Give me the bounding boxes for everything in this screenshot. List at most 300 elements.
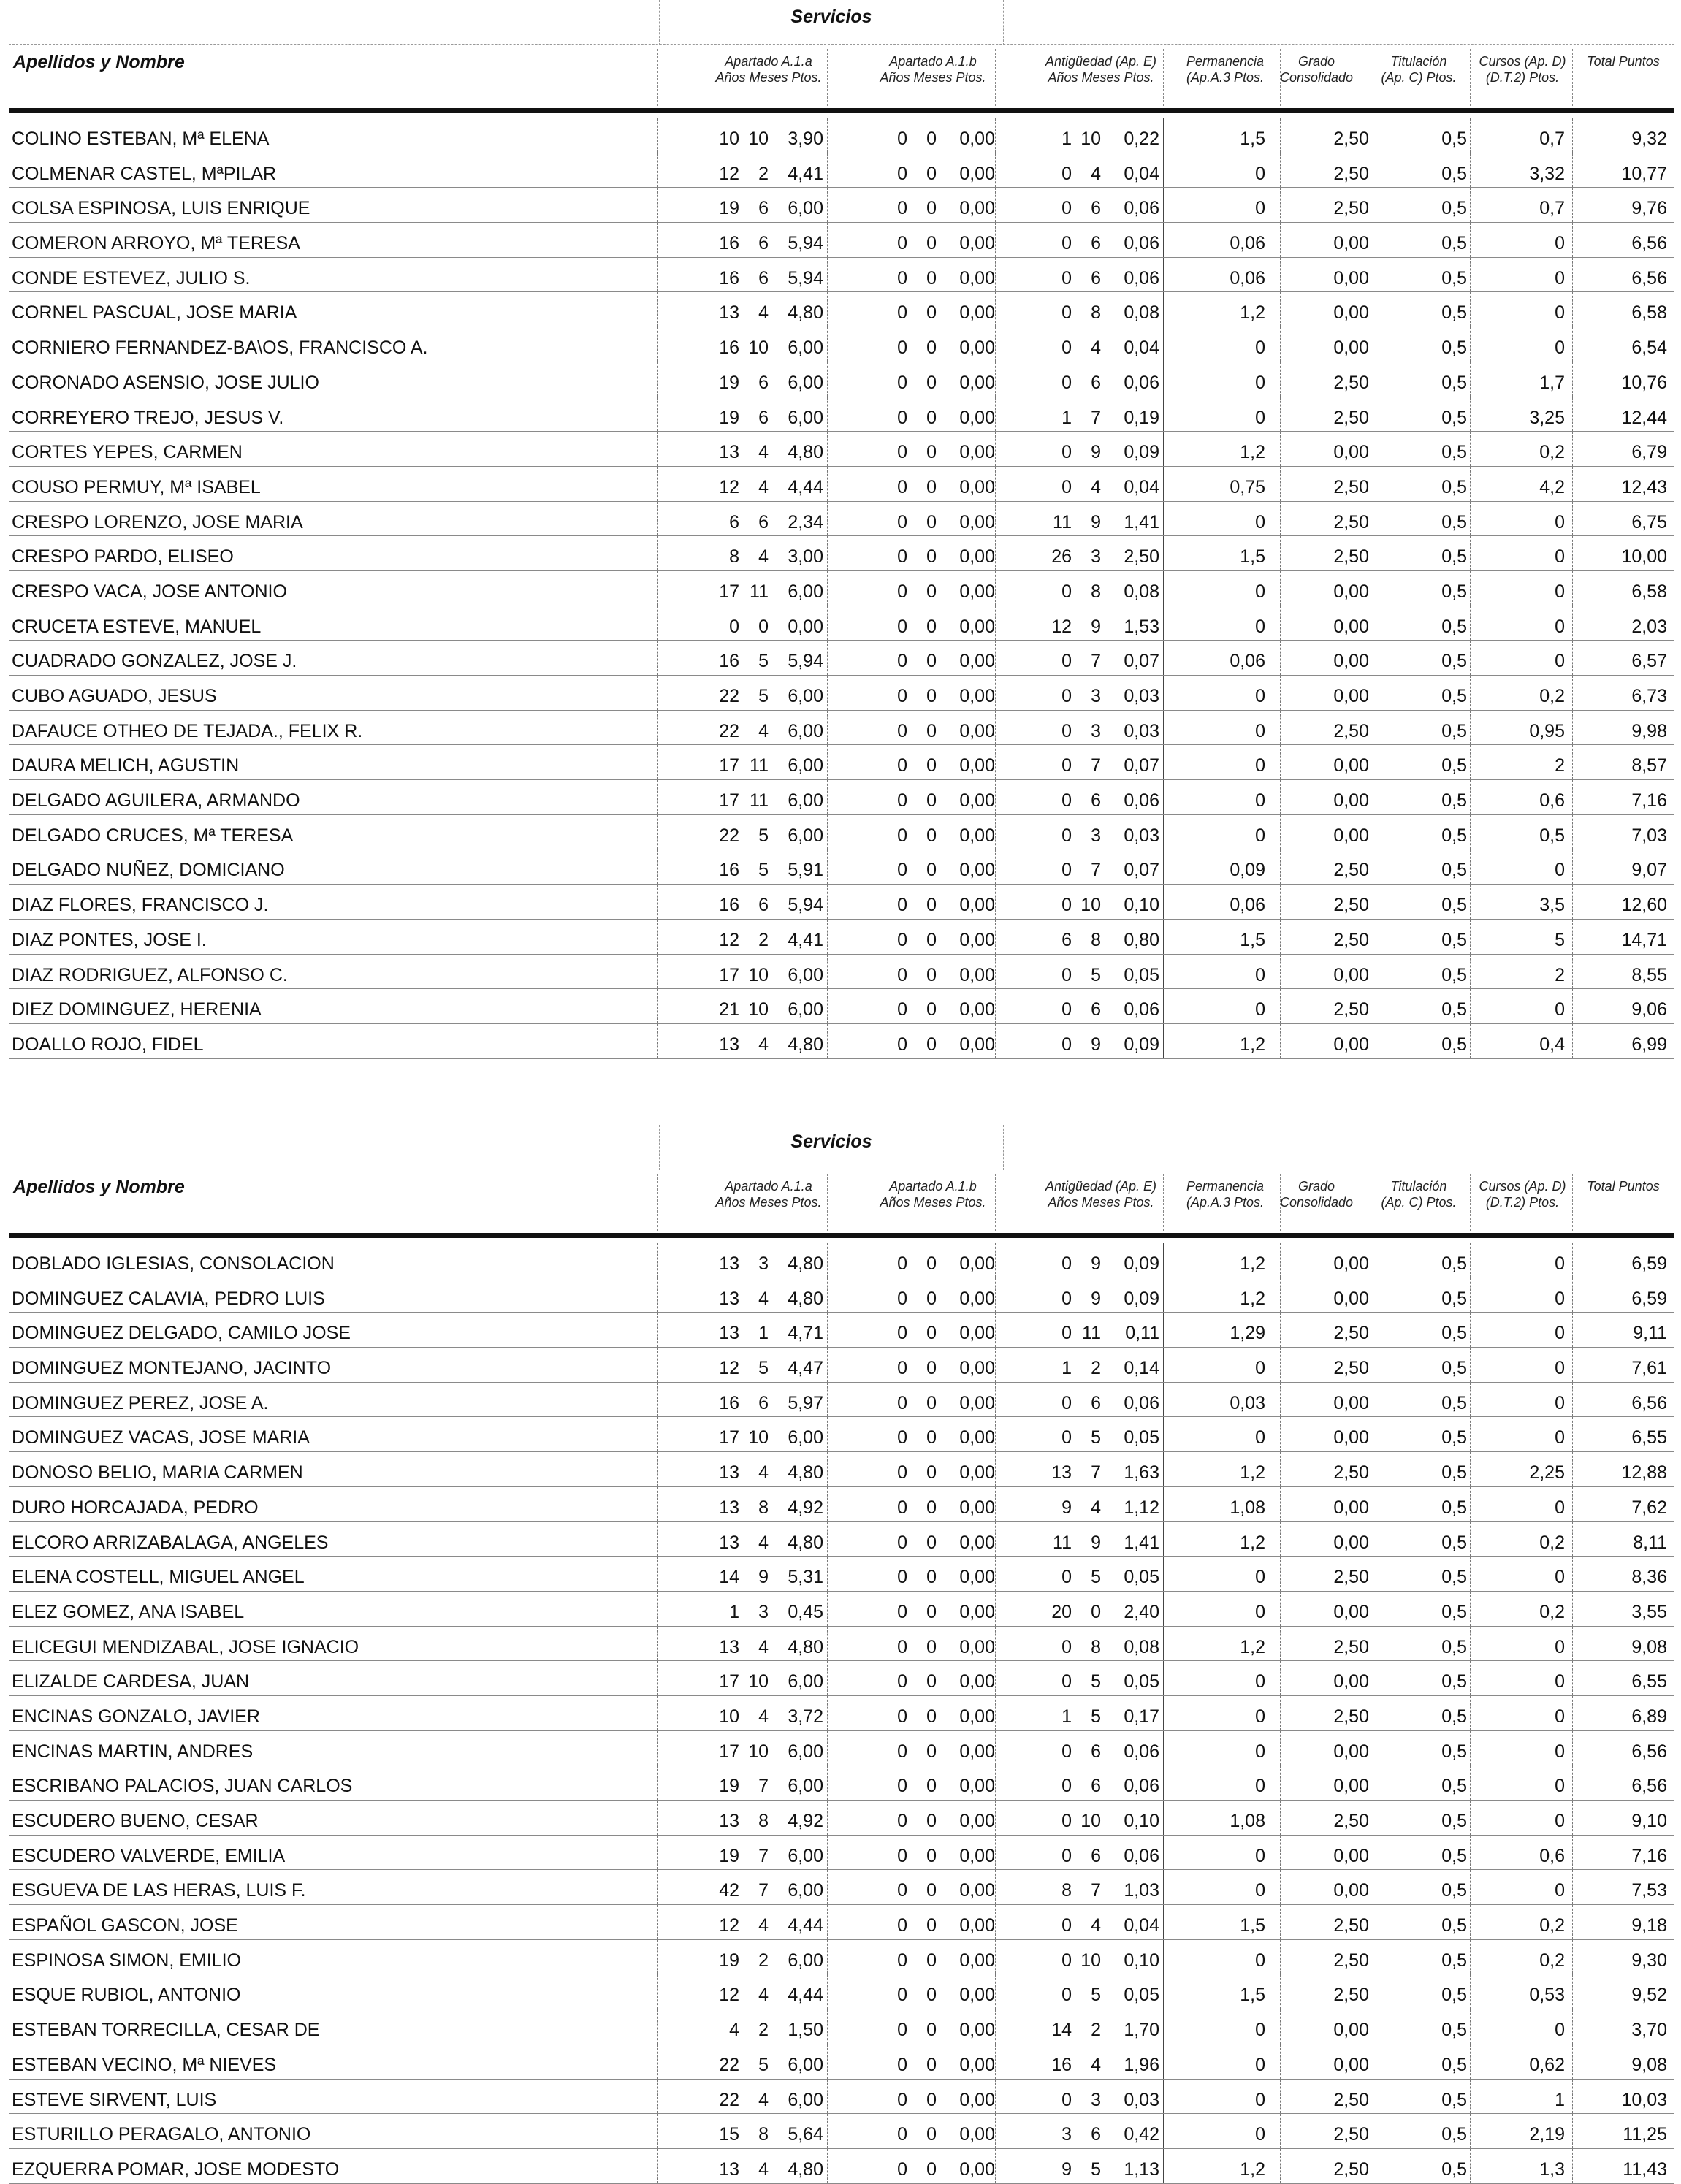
column-separator bbox=[827, 676, 828, 710]
column-separator bbox=[1470, 1024, 1471, 1058]
name-column-header: Apellidos y Nombre bbox=[13, 52, 185, 72]
cell-total: 7,16 bbox=[1631, 1845, 1667, 1866]
person-name: CORNIERO FERNANDEZ-BA\OS, FRANCISCO A. bbox=[12, 337, 428, 359]
column-separator bbox=[1572, 745, 1573, 779]
cell-permanencia: 0 bbox=[1255, 964, 1265, 985]
cell-total: 11,43 bbox=[1623, 2158, 1667, 2180]
cell-titulacion: 0,5 bbox=[1441, 1915, 1467, 1936]
cell-a1b-anos: 0 bbox=[897, 1741, 907, 1762]
cell-a1a-ptos: 6,00 bbox=[788, 755, 823, 776]
column-separator bbox=[1280, 989, 1281, 1023]
cell-total: 6,56 bbox=[1631, 233, 1667, 254]
cell-a1a-meses: 4 bbox=[758, 1706, 769, 1727]
column-separator bbox=[827, 571, 828, 606]
column-separator bbox=[1572, 2149, 1573, 2183]
cell-antig-meses: 9 bbox=[1091, 1532, 1101, 1553]
cell-grado: 2,50 bbox=[1333, 129, 1369, 149]
column-separator bbox=[657, 2009, 658, 2044]
cell-titulacion: 0,5 bbox=[1441, 651, 1467, 672]
cell-grado: 2,50 bbox=[1333, 895, 1369, 916]
cell-a1a-anos: 17 bbox=[719, 755, 739, 776]
column-separator bbox=[657, 1940, 658, 1974]
cell-cursos: 0 bbox=[1555, 1253, 1565, 1274]
cell-a1a-anos: 15 bbox=[719, 2124, 739, 2145]
column-separator bbox=[827, 1974, 828, 2009]
cell-a1b-ptos: 0,00 bbox=[959, 720, 995, 741]
cell-a1a-anos: 1 bbox=[729, 1601, 739, 1622]
cell-a1b-anos: 0 bbox=[897, 302, 907, 324]
cell-a1b-ptos: 0,00 bbox=[959, 511, 995, 532]
cell-a1a-meses: 0 bbox=[758, 616, 769, 637]
cell-grado: 0,00 bbox=[1333, 1392, 1369, 1413]
cell-antig-meses: 9 bbox=[1091, 1288, 1101, 1309]
cell-antig-ptos: 0,06 bbox=[1124, 198, 1159, 219]
cell-antig-anos: 1 bbox=[1061, 1706, 1072, 1727]
column-separator bbox=[1572, 118, 1573, 153]
cell-total: 6,54 bbox=[1631, 337, 1667, 359]
cell-titulacion: 0,5 bbox=[1441, 755, 1467, 776]
cell-permanencia: 1,29 bbox=[1230, 1323, 1265, 1344]
column-separator bbox=[1572, 780, 1573, 814]
cell-cursos: 0 bbox=[1555, 1741, 1565, 1762]
cell-cursos: 5 bbox=[1555, 929, 1565, 950]
cell-total: 6,56 bbox=[1631, 1392, 1667, 1413]
cell-a1a-anos: 16 bbox=[719, 267, 739, 289]
cell-a1a-ptos: 4,41 bbox=[788, 163, 823, 184]
cell-antig-ptos: 1,41 bbox=[1124, 1532, 1159, 1553]
cell-titulacion: 0,5 bbox=[1441, 337, 1467, 359]
cell-antig-meses: 0 bbox=[1091, 1601, 1101, 1622]
cell-antig-meses: 10 bbox=[1080, 129, 1101, 149]
cell-a1a-ptos: 6,00 bbox=[788, 407, 823, 428]
cell-grado: 2,50 bbox=[1333, 860, 1369, 881]
cell-cursos: 0,2 bbox=[1539, 442, 1565, 463]
column-separator bbox=[827, 780, 828, 814]
cell-antig-ptos: 0,06 bbox=[1124, 1845, 1159, 1866]
column-separator bbox=[827, 2044, 828, 2079]
column-separator bbox=[1572, 1592, 1573, 1626]
column-separator bbox=[1163, 1870, 1164, 1904]
person-name: DOMINGUEZ CALAVIA, PEDRO LUIS bbox=[12, 1288, 325, 1309]
cell-total: 12,88 bbox=[1621, 1462, 1667, 1484]
cell-antig-meses: 4 bbox=[1091, 1497, 1101, 1518]
cell-total: 6,55 bbox=[1631, 1671, 1667, 1692]
column-separator bbox=[1280, 258, 1281, 292]
table-row bbox=[9, 1974, 1674, 2009]
cell-a1b-meses: 0 bbox=[926, 2020, 937, 2041]
cell-a1a-meses: 9 bbox=[758, 1567, 769, 1588]
cell-antig-anos: 0 bbox=[1061, 1567, 1072, 1588]
column-separator bbox=[1470, 188, 1471, 222]
table-row bbox=[9, 1278, 1674, 1313]
cell-titulacion: 0,5 bbox=[1441, 1811, 1467, 1831]
table-row bbox=[9, 1801, 1674, 1836]
cell-permanencia: 0 bbox=[1255, 1601, 1265, 1622]
column-separator bbox=[1572, 223, 1573, 257]
cell-a1b-anos: 0 bbox=[897, 1601, 907, 1622]
column-separator bbox=[1572, 711, 1573, 745]
cell-permanencia: 1,2 bbox=[1240, 1253, 1265, 1274]
column-separator bbox=[657, 1383, 658, 1417]
person-name: ENCINAS GONZALO, JAVIER bbox=[12, 1706, 260, 1727]
column-separator bbox=[1163, 1383, 1164, 1417]
cell-permanencia: 0 bbox=[1255, 1741, 1265, 1762]
cell-a1a-anos: 6 bbox=[729, 511, 739, 532]
cell-total: 6,73 bbox=[1631, 686, 1667, 706]
cell-a1a-anos: 12 bbox=[719, 163, 739, 184]
column-separator bbox=[995, 606, 996, 641]
cell-a1b-anos: 0 bbox=[897, 2054, 907, 2075]
cell-permanencia: 1,2 bbox=[1240, 1462, 1265, 1484]
cell-antig-anos: 0 bbox=[1061, 1845, 1072, 1866]
column-separator bbox=[827, 362, 828, 397]
cell-a1a-anos: 19 bbox=[719, 1845, 739, 1866]
header-separator bbox=[657, 49, 658, 106]
cell-total: 10,03 bbox=[1621, 2089, 1667, 2110]
column-separator bbox=[1470, 1592, 1471, 1626]
cell-a1a-ptos: 6,00 bbox=[788, 198, 823, 219]
column-separator bbox=[1280, 1731, 1281, 1765]
table-row bbox=[9, 1836, 1674, 1871]
cell-total: 9,30 bbox=[1631, 1950, 1667, 1971]
cell-a1a-ptos: 4,80 bbox=[788, 442, 823, 463]
header-separator bbox=[1572, 1174, 1573, 1231]
column-separator bbox=[995, 1801, 996, 1835]
cell-titulacion: 0,5 bbox=[1441, 616, 1467, 637]
column-separator bbox=[1470, 223, 1471, 257]
person-name: DOBLADO IGLESIAS, CONSOLACION bbox=[12, 1253, 335, 1274]
cell-a1b-ptos: 0,00 bbox=[959, 790, 995, 812]
cell-antig-anos: 0 bbox=[1061, 755, 1072, 776]
cell-titulacion: 0,5 bbox=[1441, 1601, 1467, 1622]
cell-titulacion: 0,5 bbox=[1441, 964, 1467, 985]
column-separator bbox=[827, 153, 828, 188]
column-separator bbox=[657, 1522, 658, 1557]
column-separator bbox=[657, 920, 658, 954]
column-separator bbox=[1163, 536, 1164, 570]
cell-total: 6,57 bbox=[1631, 651, 1667, 672]
cell-a1a-meses: 8 bbox=[758, 1497, 769, 1518]
column-header-line1: Total Puntos bbox=[1587, 1179, 1660, 1194]
cell-a1a-ptos: 6,00 bbox=[788, 720, 823, 741]
person-name: COLSA ESPINOSA, LUIS ENRIQUE bbox=[12, 198, 310, 219]
column-separator bbox=[827, 2080, 828, 2114]
cell-a1b-meses: 0 bbox=[926, 720, 937, 741]
person-name: ESCUDERO VALVERDE, EMILIA bbox=[12, 1845, 286, 1866]
cell-a1a-ptos: 6,00 bbox=[788, 581, 823, 602]
column-separator bbox=[995, 1905, 996, 1939]
cell-a1a-ptos: 4,92 bbox=[788, 1497, 823, 1518]
cell-cursos: 0 bbox=[1555, 1776, 1565, 1797]
cell-a1a-anos: 12 bbox=[719, 476, 739, 497]
column-separator bbox=[1470, 676, 1471, 710]
column-separator bbox=[1163, 815, 1164, 849]
cell-cursos: 0,6 bbox=[1539, 1845, 1565, 1866]
cell-antig-meses: 10 bbox=[1080, 1950, 1101, 1971]
table-row bbox=[9, 989, 1674, 1024]
cell-antig-ptos: 0,06 bbox=[1124, 233, 1159, 254]
column-separator bbox=[1572, 2009, 1573, 2044]
column-separator bbox=[995, 362, 996, 397]
cell-a1b-anos: 0 bbox=[897, 1811, 907, 1831]
cell-a1a-anos: 8 bbox=[729, 546, 739, 568]
cell-grado: 2,50 bbox=[1333, 1462, 1369, 1484]
column-separator bbox=[995, 1243, 996, 1278]
cell-antig-meses: 6 bbox=[1091, 1845, 1101, 1866]
cell-antig-ptos: 0,19 bbox=[1124, 407, 1159, 428]
cell-a1b-anos: 0 bbox=[897, 2158, 907, 2180]
cell-a1a-meses: 6 bbox=[758, 233, 769, 254]
column-separator bbox=[1280, 223, 1281, 257]
person-name: ESTEBAN VECINO, Mª NIEVES bbox=[12, 2054, 277, 2075]
table-row bbox=[9, 1731, 1674, 1766]
cell-a1b-ptos: 0,00 bbox=[959, 1532, 995, 1553]
cell-a1b-anos: 0 bbox=[897, 337, 907, 359]
cell-cursos: 0,4 bbox=[1539, 1034, 1565, 1055]
cell-a1b-ptos: 0,00 bbox=[959, 1776, 995, 1797]
column-separator bbox=[995, 1278, 996, 1313]
cell-a1a-anos: 10 bbox=[719, 129, 739, 149]
column-separator bbox=[995, 223, 996, 257]
cell-permanencia: 0,06 bbox=[1230, 651, 1265, 672]
header-rule bbox=[9, 108, 1674, 113]
cell-a1a-ptos: 0,45 bbox=[788, 1601, 823, 1622]
column-separator bbox=[827, 641, 828, 675]
column-separator bbox=[995, 536, 996, 570]
column-separator bbox=[657, 849, 658, 884]
cell-titulacion: 0,5 bbox=[1441, 1950, 1467, 1971]
column-header-1 bbox=[867, 1178, 999, 1210]
column-separator bbox=[1280, 1801, 1281, 1835]
column-separator bbox=[827, 223, 828, 257]
cell-a1b-meses: 0 bbox=[926, 964, 937, 985]
column-separator bbox=[1572, 676, 1573, 710]
cell-antig-anos: 0 bbox=[1061, 2089, 1072, 2110]
cell-titulacion: 0,5 bbox=[1441, 1323, 1467, 1344]
column-separator bbox=[995, 920, 996, 954]
column-separator bbox=[657, 1417, 658, 1451]
cell-permanencia: 1,2 bbox=[1240, 442, 1265, 463]
column-separator bbox=[995, 397, 996, 432]
table-body bbox=[9, 1243, 1674, 2184]
person-name: DOMINGUEZ VACAS, JOSE MARIA bbox=[12, 1427, 310, 1448]
cell-a1b-ptos: 0,00 bbox=[959, 476, 995, 497]
column-separator bbox=[1280, 327, 1281, 362]
cell-cursos: 3,5 bbox=[1539, 895, 1565, 916]
cell-antig-anos: 13 bbox=[1051, 1462, 1072, 1484]
person-name: ELICEGUI MENDIZABAL, JOSE IGNACIO bbox=[12, 1636, 359, 1657]
cell-a1a-anos: 12 bbox=[719, 1985, 739, 2006]
cell-a1a-anos: 12 bbox=[719, 1358, 739, 1379]
cell-a1a-anos: 4 bbox=[729, 2020, 739, 2041]
column-separator bbox=[657, 571, 658, 606]
cell-antig-ptos: 0,09 bbox=[1124, 442, 1159, 463]
cell-antig-ptos: 0,06 bbox=[1124, 1776, 1159, 1797]
cell-total: 9,10 bbox=[1631, 1811, 1667, 1831]
cell-a1a-ptos: 6,00 bbox=[788, 964, 823, 985]
cell-a1a-ptos: 1,50 bbox=[788, 2020, 823, 2041]
column-separator bbox=[1280, 1836, 1281, 1870]
cell-permanencia: 1,5 bbox=[1240, 129, 1265, 149]
column-separator bbox=[1280, 1243, 1281, 1278]
column-separator bbox=[1280, 1348, 1281, 1382]
cell-a1a-meses: 4 bbox=[758, 1636, 769, 1657]
column-separator bbox=[1163, 989, 1164, 1023]
column-separator bbox=[1470, 1522, 1471, 1557]
column-separator bbox=[657, 676, 658, 710]
cell-a1b-ptos: 0,00 bbox=[959, 1950, 995, 1971]
cell-antig-meses: 10 bbox=[1080, 1811, 1101, 1831]
cell-a1a-ptos: 4,44 bbox=[788, 1915, 823, 1936]
cell-a1a-anos: 22 bbox=[719, 2054, 739, 2075]
column-separator bbox=[1572, 258, 1573, 292]
column-separator bbox=[1280, 1452, 1281, 1486]
cell-a1b-ptos: 0,00 bbox=[959, 1567, 995, 1588]
cell-cursos: 0,2 bbox=[1539, 1950, 1565, 1971]
cell-a1b-ptos: 0,00 bbox=[959, 1706, 995, 1727]
column-separator bbox=[1163, 2080, 1164, 2114]
cell-antig-meses: 4 bbox=[1091, 163, 1101, 184]
cell-antig-anos: 11 bbox=[1053, 511, 1072, 532]
column-separator bbox=[1163, 1974, 1164, 2009]
column-separator bbox=[1163, 955, 1164, 989]
cell-grado: 2,50 bbox=[1333, 198, 1369, 219]
cell-antig-ptos: 0,05 bbox=[1124, 1427, 1159, 1448]
column-separator bbox=[1163, 292, 1164, 327]
person-name: ESCRIBANO PALACIOS, JUAN CARLOS bbox=[12, 1776, 353, 1797]
cell-titulacion: 0,5 bbox=[1441, 1253, 1467, 1274]
cell-a1b-meses: 0 bbox=[926, 686, 937, 706]
cell-a1a-meses: 2 bbox=[758, 163, 769, 184]
cell-a1a-meses: 10 bbox=[748, 1671, 769, 1692]
cell-antig-ptos: 1,13 bbox=[1124, 2158, 1159, 2180]
column-header-0 bbox=[703, 53, 834, 85]
cell-a1b-ptos: 0,00 bbox=[959, 1497, 995, 1518]
cell-a1b-anos: 0 bbox=[897, 2020, 907, 2041]
cell-antig-anos: 0 bbox=[1061, 1811, 1072, 1831]
column-separator bbox=[1280, 1627, 1281, 1661]
column-separator bbox=[657, 467, 658, 501]
table-row bbox=[9, 1452, 1674, 1487]
column-separator bbox=[1470, 989, 1471, 1023]
column-header-line2: Consolidado bbox=[1279, 70, 1354, 85]
cell-antig-ptos: 0,22 bbox=[1124, 129, 1159, 149]
column-separator bbox=[1280, 641, 1281, 675]
cell-total: 10,00 bbox=[1621, 546, 1667, 568]
cell-antig-meses: 3 bbox=[1091, 720, 1101, 741]
column-separator bbox=[657, 2080, 658, 2114]
column-separator bbox=[1280, 2114, 1281, 2148]
column-separator bbox=[827, 885, 828, 919]
cell-permanencia: 0,75 bbox=[1230, 476, 1265, 497]
column-separator bbox=[1572, 1348, 1573, 1382]
column-separator bbox=[995, 711, 996, 745]
person-name: ESTEBAN TORRECILLA, CESAR DE bbox=[12, 2020, 320, 2041]
header-separator bbox=[827, 1174, 828, 1231]
column-separator bbox=[827, 1627, 828, 1661]
cell-a1b-meses: 0 bbox=[926, 302, 937, 324]
cell-antig-meses: 3 bbox=[1091, 2089, 1101, 2110]
cell-total: 7,53 bbox=[1631, 1880, 1667, 1901]
cell-a1b-anos: 0 bbox=[897, 1880, 907, 1901]
cell-a1b-ptos: 0,00 bbox=[959, 1671, 995, 1692]
cell-antig-anos: 0 bbox=[1061, 163, 1072, 184]
table-row bbox=[9, 676, 1674, 711]
person-name: DIAZ FLORES, FRANCISCO J. bbox=[12, 895, 269, 916]
cell-antig-anos: 0 bbox=[1061, 1323, 1072, 1344]
column-separator bbox=[1280, 1592, 1281, 1626]
cell-cursos: 0,53 bbox=[1529, 1985, 1565, 2006]
cell-a1a-anos: 16 bbox=[719, 1392, 739, 1413]
cell-a1a-ptos: 3,00 bbox=[788, 546, 823, 568]
column-separator bbox=[995, 432, 996, 466]
column-separator bbox=[1163, 1731, 1164, 1765]
cell-grado: 2,50 bbox=[1333, 372, 1369, 393]
table-row bbox=[9, 223, 1674, 258]
cell-a1b-meses: 0 bbox=[926, 1915, 937, 1936]
column-separator bbox=[1470, 1801, 1471, 1835]
cell-permanencia: 0 bbox=[1255, 2089, 1265, 2110]
column-separator bbox=[1470, 502, 1471, 536]
cell-a1b-ptos: 0,00 bbox=[959, 1392, 995, 1413]
column-separator bbox=[1470, 292, 1471, 327]
column-separator bbox=[1470, 711, 1471, 745]
cell-a1a-meses: 4 bbox=[758, 546, 769, 568]
cell-total: 6,56 bbox=[1631, 1741, 1667, 1762]
cell-a1a-ptos: 5,91 bbox=[788, 860, 823, 881]
cell-a1a-meses: 7 bbox=[758, 1776, 769, 1797]
column-separator bbox=[995, 2044, 996, 2079]
column-separator bbox=[1280, 2149, 1281, 2183]
cell-titulacion: 0,5 bbox=[1441, 1532, 1467, 1553]
column-separator bbox=[1280, 1313, 1281, 1347]
column-separator bbox=[657, 815, 658, 849]
cell-antig-meses: 6 bbox=[1091, 1741, 1101, 1762]
column-separator bbox=[1163, 885, 1164, 919]
column-separator bbox=[1163, 1661, 1164, 1695]
cell-antig-ptos: 0,08 bbox=[1124, 581, 1159, 602]
cell-a1b-anos: 0 bbox=[897, 720, 907, 741]
column-separator bbox=[1470, 920, 1471, 954]
cell-antig-meses: 9 bbox=[1091, 1034, 1101, 1055]
column-separator bbox=[1470, 1313, 1471, 1347]
cell-permanencia: 1,08 bbox=[1230, 1497, 1265, 1518]
column-separator bbox=[995, 1383, 996, 1417]
column-separator bbox=[1572, 2080, 1573, 2114]
cell-a1a-meses: 6 bbox=[758, 198, 769, 219]
column-separator bbox=[827, 502, 828, 536]
cell-a1b-ptos: 0,00 bbox=[959, 267, 995, 289]
cell-a1a-meses: 8 bbox=[758, 2124, 769, 2145]
person-name: COLINO ESTEBAN, Mª ELENA bbox=[12, 129, 270, 149]
cell-a1a-anos: 13 bbox=[719, 1034, 739, 1055]
column-header-7 bbox=[1558, 53, 1681, 69]
cell-total: 2,03 bbox=[1631, 616, 1667, 637]
column-separator bbox=[827, 327, 828, 362]
cell-grado: 0,00 bbox=[1333, 442, 1369, 463]
cell-a1b-ptos: 0,00 bbox=[959, 860, 995, 881]
cell-antig-anos: 0 bbox=[1061, 1741, 1072, 1762]
cell-a1a-ptos: 5,94 bbox=[788, 233, 823, 254]
cell-total: 6,59 bbox=[1631, 1253, 1667, 1274]
cell-a1b-meses: 0 bbox=[926, 1567, 937, 1588]
cell-total: 8,57 bbox=[1631, 755, 1667, 776]
cell-antig-ptos: 0,08 bbox=[1124, 302, 1159, 324]
cell-total: 3,55 bbox=[1631, 1601, 1667, 1622]
cell-antig-anos: 11 bbox=[1053, 1532, 1072, 1553]
cell-a1b-ptos: 0,00 bbox=[959, 2089, 995, 2110]
cell-a1b-anos: 0 bbox=[897, 2124, 907, 2145]
